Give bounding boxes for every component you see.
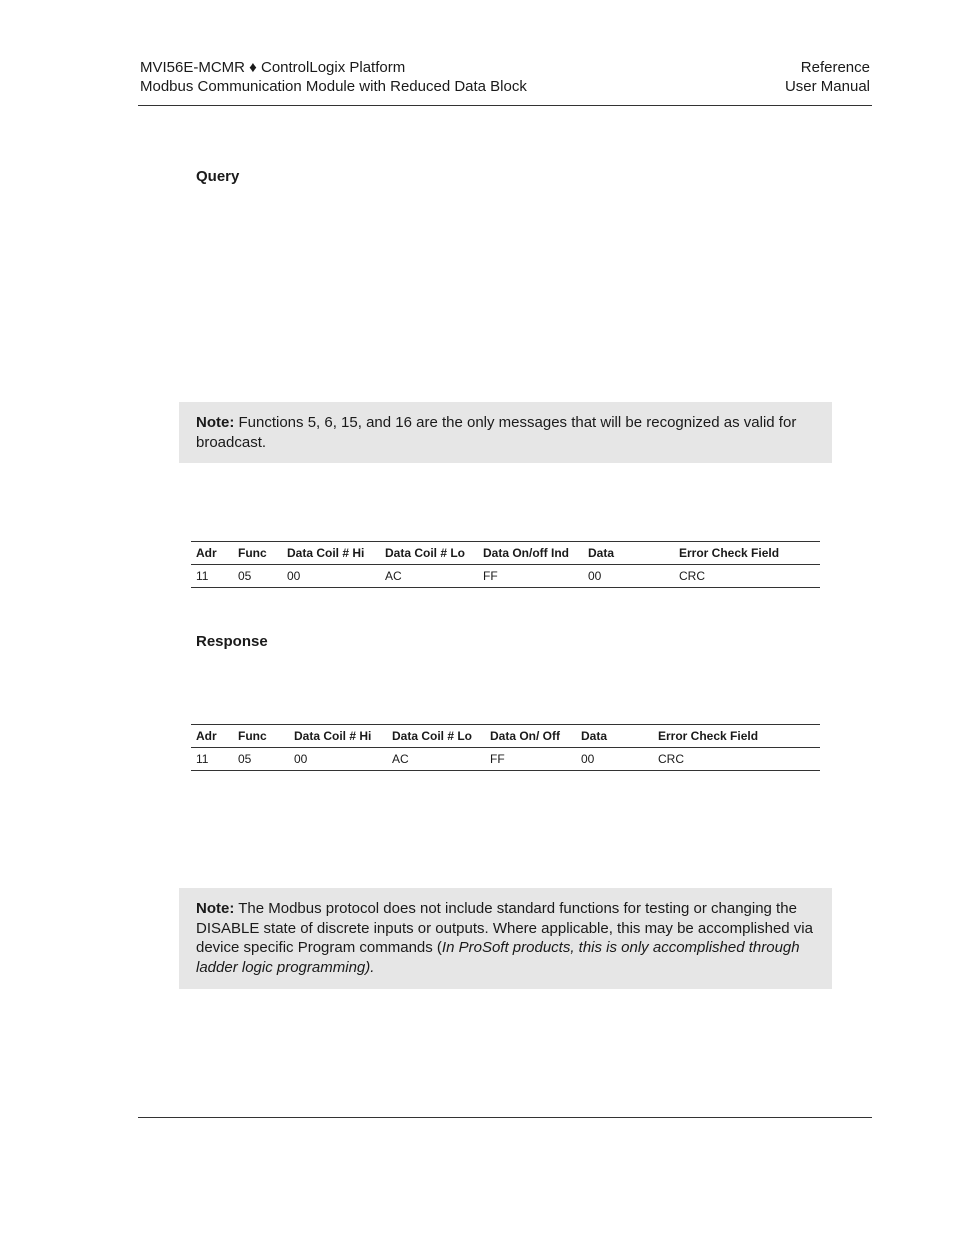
header-left <box>140 58 527 96</box>
col-error-check: Error Check Field <box>658 729 759 743</box>
note-label: Note: <box>196 900 235 917</box>
query-table <box>191 541 820 588</box>
disable-state-note <box>179 888 832 989</box>
col-coil-hi: Data Coil # Hi <box>294 729 372 743</box>
note-text: The Modbus protocol does not include standard functions for testing or changing the DISABLE state of discrete inputs or outputs. Where applicable, this may be accomplished via device specific Program commands ( <box>196 900 813 956</box>
col-func: Func <box>238 729 267 743</box>
broadcast-note <box>179 402 832 463</box>
cell-error-check: CRC <box>679 569 705 583</box>
response-table <box>191 724 820 771</box>
cell-adr: 11 <box>196 752 209 766</box>
header-product-name: Modbus Communication Module with Reduced Data Block <box>140 78 527 95</box>
col-on-off: Data On/ Off <box>490 729 561 743</box>
cell-data: 00 <box>588 569 602 583</box>
cell-func: 05 <box>238 569 252 583</box>
note-text: Functions 5, 6, 15, and 16 are the only messages that will be recognized as valid for broadcast. <box>196 414 797 451</box>
table-row <box>191 748 820 771</box>
col-data: Data <box>581 729 608 743</box>
cell-coil-lo: AC <box>385 569 402 583</box>
table-row <box>191 565 820 588</box>
col-coil-lo: Data Coil # Lo <box>392 729 473 743</box>
header-section: Reference <box>800 59 870 76</box>
header-product-line: MVI56E-MCMR ♦ ControlLogix Platform <box>140 59 406 76</box>
cell-func: 05 <box>238 752 252 766</box>
note-italic-text: In ProSoft products, this is only accomplished through ladder logic programming). <box>196 939 800 976</box>
col-error-check: Error Check Field <box>679 546 780 560</box>
header-doc-type: User Manual <box>784 78 870 95</box>
col-data: Data <box>588 546 615 560</box>
col-adr: Adr <box>196 729 217 743</box>
footer-rule <box>138 1117 872 1118</box>
col-coil-lo: Data Coil # Lo <box>385 546 466 560</box>
note-label: Note: <box>196 414 235 431</box>
cell-on-off: FF <box>490 752 505 766</box>
header-right <box>785 58 870 96</box>
cell-data: 00 <box>581 752 595 766</box>
cell-adr: 11 <box>196 569 209 583</box>
col-adr: Adr <box>196 546 217 560</box>
query-heading: Query <box>196 168 240 185</box>
col-coil-hi: Data Coil # Hi <box>287 546 365 560</box>
cell-coil-hi: 00 <box>294 752 308 766</box>
header-rule <box>138 105 872 106</box>
response-heading: Response <box>196 633 268 650</box>
col-func: Func <box>238 546 267 560</box>
cell-coil-hi: 00 <box>287 569 301 583</box>
table-header-row <box>191 725 820 748</box>
cell-coil-lo: AC <box>392 752 409 766</box>
cell-on-off: FF <box>483 569 498 583</box>
col-on-off: Data On/off Ind <box>483 546 569 560</box>
cell-error-check: CRC <box>658 752 684 766</box>
table-header-row <box>191 542 820 565</box>
